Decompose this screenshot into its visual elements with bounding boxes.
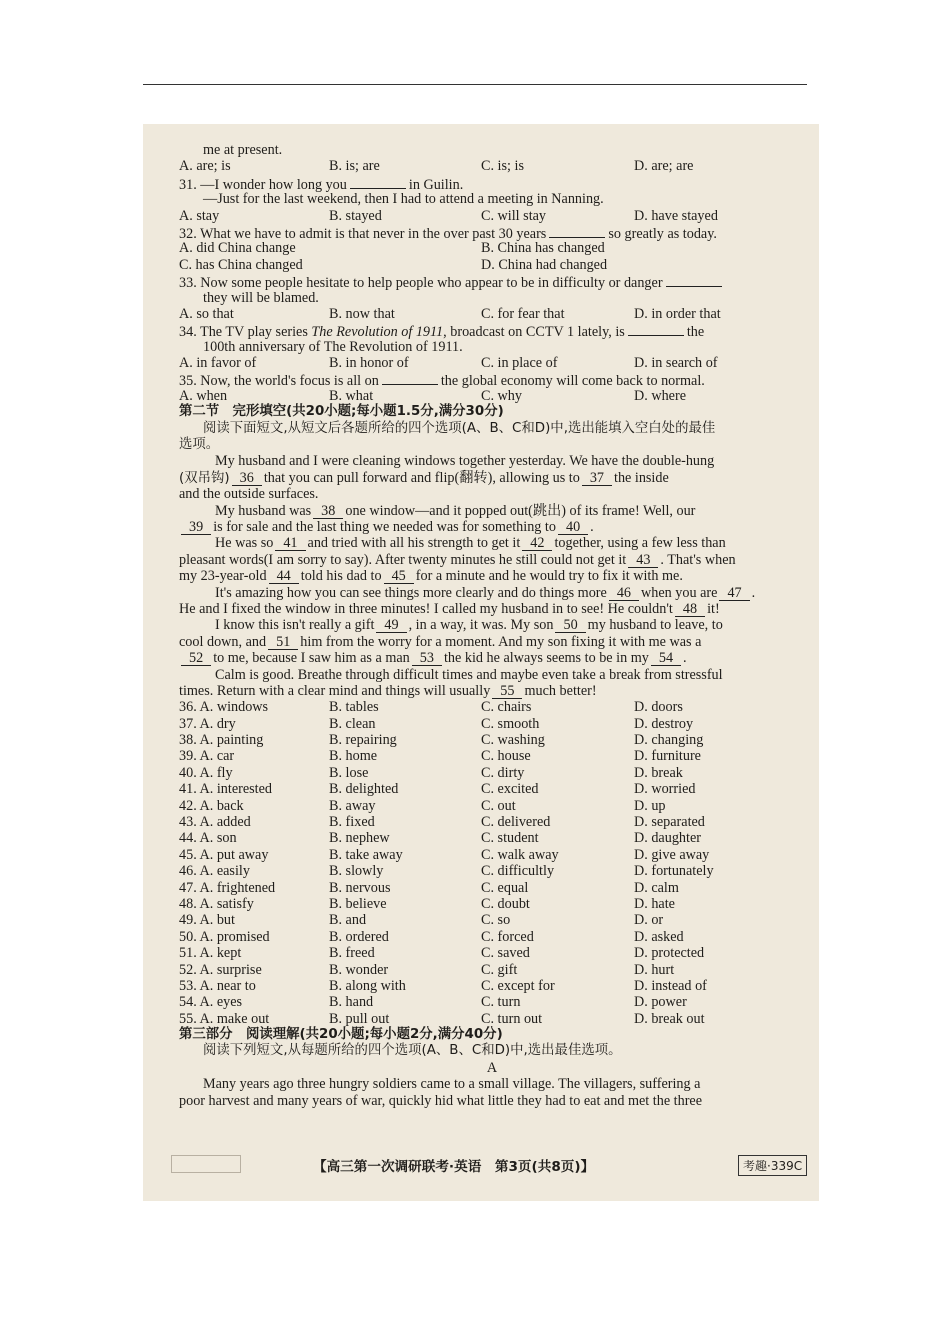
blank-49: 49 xyxy=(376,618,406,633)
option: D. worried xyxy=(634,781,696,798)
passage-label: A xyxy=(486,1059,498,1076)
blank-46: 46 xyxy=(609,586,639,601)
option: C. why xyxy=(481,387,522,404)
option: 38. A. painting xyxy=(179,732,264,749)
option: A. did China change xyxy=(179,240,296,257)
cloze-p6-line1: Calm is good. Breathe through difficult times and maybe even take a break from stressful xyxy=(215,666,723,683)
option: B. take away xyxy=(329,846,403,863)
option: D. or xyxy=(634,912,664,929)
option: B. along with xyxy=(329,977,406,994)
option: 48. A. satisfy xyxy=(179,895,254,912)
option: B. is; are xyxy=(329,158,380,175)
option: 52. A. surprise xyxy=(179,961,262,978)
option: C. chairs xyxy=(481,699,532,716)
q33-stem-cont: they will be blamed. xyxy=(203,289,319,306)
passage-text: that you can pull forward and flip(翻转), allowing us to xyxy=(263,469,580,486)
option: D. in order that xyxy=(634,305,721,322)
option: C. excited xyxy=(481,781,539,798)
option: D. separated xyxy=(634,814,705,831)
option: B. and xyxy=(329,912,367,929)
passage-text: My husband was xyxy=(215,502,312,519)
option: C. saved xyxy=(481,945,530,962)
question-number: 32. xyxy=(179,225,197,242)
option: D. hate xyxy=(634,895,675,912)
question-number: 33. xyxy=(179,275,197,292)
answer-blank xyxy=(350,175,406,189)
question-number: 35. xyxy=(179,373,197,390)
blank-37: 37 xyxy=(582,471,612,486)
cloze-option-row xyxy=(179,699,805,715)
blank-38: 38 xyxy=(313,504,343,519)
option: D. fortunately xyxy=(634,863,714,880)
option: B. home xyxy=(329,748,378,765)
cloze-instruction-cont: 选项。 xyxy=(179,437,220,453)
cloze-p1-line2 xyxy=(179,470,805,486)
cloze-option-row xyxy=(179,912,805,928)
q31-response: —Just for the last weekend, then I had to attend a meeting in Nanning. xyxy=(203,191,604,208)
option: C. is; is xyxy=(481,158,524,175)
cloze-option-row xyxy=(179,929,805,945)
passage-text: it! xyxy=(707,600,720,617)
footer-title: 【高三第一次调研联考·英语 第3页(共8页)】 xyxy=(313,1159,595,1175)
cloze-option-row xyxy=(179,863,805,879)
option: D. up xyxy=(634,797,666,814)
blank-44: 44 xyxy=(269,569,299,584)
passage-text: my husband to leave, to xyxy=(587,617,723,634)
option: B. wonder xyxy=(329,961,389,978)
option: 53. A. near to xyxy=(179,977,256,994)
option: B. lose xyxy=(329,764,369,781)
passage-text: is for sale and the last thing we needed was for something to xyxy=(213,518,556,535)
option: D. China had changed xyxy=(481,256,608,273)
option: 55. A. make out xyxy=(179,1010,270,1027)
option: C. forced xyxy=(481,928,534,945)
option: C. gift xyxy=(481,961,518,978)
option: B. China has changed xyxy=(481,240,605,257)
option: B. tables xyxy=(329,699,379,716)
passage-text: to me, because I saw him as a man xyxy=(213,650,410,667)
cloze-option-row xyxy=(179,798,805,814)
option: C. turn xyxy=(481,994,521,1011)
option: 45. A. put away xyxy=(179,846,269,863)
passage-text: I know this isn't really a gift xyxy=(215,617,375,634)
blank-39: 39 xyxy=(181,520,211,535)
option: A. in favor of xyxy=(179,355,257,372)
top-rule xyxy=(143,84,807,85)
q32-options-row2 xyxy=(179,257,805,273)
cloze-instruction: 阅读下面短文,从短文后各题所给的四个选项(A、B、C和D)中,选出能填入空白处的最佳 xyxy=(203,420,716,436)
blank-43: 43 xyxy=(628,553,658,568)
q31-stem xyxy=(179,175,805,191)
option: A. so that xyxy=(179,305,234,322)
cloze-option-row xyxy=(179,896,805,912)
cloze-heading: 第二节 完形填空(共20小题;每小题1.5分,满分30分) xyxy=(179,404,504,420)
option: C. so xyxy=(481,912,511,929)
option: 51. A. kept xyxy=(179,945,242,962)
option: A. stay xyxy=(179,207,220,224)
option: C. house xyxy=(481,748,531,765)
passage-text: . xyxy=(590,518,594,535)
cloze-option-row xyxy=(179,765,805,781)
option: C. walk away xyxy=(481,846,559,863)
option: D. protected xyxy=(634,945,705,962)
passage-text: . xyxy=(751,584,756,601)
question-text: The TV play series xyxy=(200,324,308,341)
cloze-p5-line2 xyxy=(179,634,805,650)
option: D. power xyxy=(634,994,687,1011)
passage-text: for a minute and he would try to fix it with me. xyxy=(415,568,683,585)
option: D. instead of xyxy=(634,977,707,994)
blank-55: 55 xyxy=(492,684,522,699)
passage-text: cool down, and xyxy=(179,633,267,650)
option: C. for fear that xyxy=(481,305,565,322)
question-text: —I wonder how long you xyxy=(200,176,347,193)
cloze-p3-line2 xyxy=(179,552,805,568)
passage-text: pleasant words(I am sorry to say). After twenty minutes he still could not get it xyxy=(179,551,627,568)
option: D. break xyxy=(634,764,683,781)
option: C. smooth xyxy=(481,715,540,732)
cloze-option-row xyxy=(179,830,805,846)
passage-line: poor harvest and many years of war, quickly hid what little they had to eat and met the three xyxy=(179,1092,703,1109)
option: C. has China changed xyxy=(179,256,303,273)
cloze-p5-line1 xyxy=(179,617,805,633)
passage-text: much better! xyxy=(524,682,597,699)
option: C. turn out xyxy=(481,1010,543,1027)
q30-tail: me at present. xyxy=(203,142,283,158)
option: B. now that xyxy=(329,305,395,322)
q32-options-row1 xyxy=(179,240,805,256)
q35-options xyxy=(179,388,805,404)
option: D. furniture xyxy=(634,748,701,765)
option: B. ordered xyxy=(329,928,389,945)
question-text: the global economy will come back to normal. xyxy=(440,373,705,390)
option: B. nervous xyxy=(329,879,391,896)
option: B. freed xyxy=(329,945,375,962)
passage-text: together, using a few less than xyxy=(554,535,726,552)
option: B. nephew xyxy=(329,830,390,847)
page-footer xyxy=(143,1151,819,1177)
question-number: 31. xyxy=(179,176,197,193)
option: D. daughter xyxy=(634,830,701,847)
question-number: 34. xyxy=(179,324,197,341)
passage-text: times. Return with a clear mind and things will usually xyxy=(179,682,491,699)
option: B. away xyxy=(329,797,376,814)
passage-text: . xyxy=(683,650,687,667)
blank-36: 36 xyxy=(232,471,262,486)
cloze-option-row xyxy=(179,732,805,748)
option: A. when xyxy=(179,387,228,404)
option: C. difficultly xyxy=(481,863,555,880)
cloze-options xyxy=(179,699,805,1027)
q34-stem-cont: 100th anniversary of The Revolution of 1911. xyxy=(203,338,463,355)
question-text: What we have to admit is that never in the over past 30 years xyxy=(200,225,547,242)
passage-text: my 23-year-old xyxy=(179,568,267,585)
cloze-option-row xyxy=(179,880,805,896)
reading-heading: 第三部分 阅读理解(共20小题;每小题2分,满分40分) xyxy=(179,1027,503,1043)
option: D. asked xyxy=(634,928,684,945)
passage-text: and tried with all his strength to get it xyxy=(307,535,521,552)
option: B. believe xyxy=(329,895,387,912)
passage-text: He was so xyxy=(215,535,274,552)
passage-text: told his dad to xyxy=(300,568,382,585)
chinese-gloss: (双吊钩) xyxy=(179,470,230,486)
passage-text: He and I fixed the window in three minutes! I called my husband in to see! He couldn't xyxy=(179,600,673,617)
scanned-exam-page xyxy=(143,124,819,1201)
option: 40. A. fly xyxy=(179,764,233,781)
cloze-p2-line1 xyxy=(179,503,805,519)
option: D. hurt xyxy=(634,961,675,978)
option: C. washing xyxy=(481,732,545,749)
question-text: Now, the world's focus is all on xyxy=(200,373,379,390)
option: B. clean xyxy=(329,715,376,732)
option: 47. A. frightened xyxy=(179,879,276,896)
exam-code: 考趣·339C xyxy=(738,1155,807,1176)
option: D. have stayed xyxy=(634,207,718,224)
option: 36. A. windows xyxy=(179,699,269,716)
option: C. in place of xyxy=(481,355,558,372)
option: C. will stay xyxy=(481,207,547,224)
option: B. repairing xyxy=(329,732,397,749)
blank-51: 51 xyxy=(268,635,298,650)
q30-options xyxy=(179,158,805,174)
answer-blank xyxy=(382,371,438,385)
passage-text: the kid he always seems to be in my xyxy=(443,650,649,667)
cloze-p2-line2 xyxy=(179,519,805,535)
option: D. give away xyxy=(634,846,710,863)
cloze-p1-line1: My husband and I were cleaning windows together yesterday. We have the double-hung xyxy=(215,453,715,470)
blank-50: 50 xyxy=(555,618,585,633)
blank-54: 54 xyxy=(651,651,681,666)
q33-options xyxy=(179,306,805,322)
answer-blank xyxy=(666,273,722,287)
option: C. doubt xyxy=(481,895,530,912)
passage-text: one window—and it popped out(跳出) of its frame! Well, our xyxy=(345,502,696,519)
cloze-p1-line3: and the outside surfaces. xyxy=(179,486,319,503)
cloze-option-row xyxy=(179,748,805,764)
option: C. delivered xyxy=(481,814,551,831)
option: D. changing xyxy=(634,732,704,749)
option: B. what xyxy=(329,387,374,404)
cloze-p4-line1 xyxy=(179,585,805,601)
option: D. destroy xyxy=(634,715,694,732)
cloze-option-row xyxy=(179,1011,805,1027)
q31-options xyxy=(179,208,805,224)
blank-53: 53 xyxy=(412,651,442,666)
passage-text: . That's when xyxy=(660,551,736,568)
tv-series-title: The Revolution of 1911 xyxy=(311,324,444,341)
option: 50. A. promised xyxy=(179,928,270,945)
option: 54. A. eyes xyxy=(179,994,243,1011)
question-text: Now some people hesitate to help people who appear to be in difficulty or danger xyxy=(200,275,663,292)
option: 46. A. easily xyxy=(179,863,250,880)
blank-40: 40 xyxy=(558,520,588,535)
option: D. break out xyxy=(634,1010,705,1027)
blank-52: 52 xyxy=(181,651,211,666)
option: A. are; is xyxy=(179,158,231,175)
cloze-option-row xyxy=(179,781,805,797)
cloze-option-row xyxy=(179,847,805,863)
faded-stamp xyxy=(171,1155,241,1173)
question-text: in Guilin. xyxy=(408,176,464,193)
option: C. student xyxy=(481,830,539,847)
answer-blank xyxy=(549,224,605,238)
q35-stem xyxy=(179,371,805,390)
option: C. dirty xyxy=(481,764,525,781)
option: C. except for xyxy=(481,977,555,994)
option: 43. A. added xyxy=(179,814,251,831)
passage-text: him from the worry for a moment. And my son fixing it with me was a xyxy=(300,633,702,650)
passage-text: the inside xyxy=(614,469,669,486)
cloze-option-row xyxy=(179,978,805,994)
cloze-option-row xyxy=(179,945,805,961)
option: D. doors xyxy=(634,699,683,716)
passage-line: Many years ago three hungry soldiers came to a small village. The villagers, suffering a xyxy=(203,1076,701,1093)
option: D. where xyxy=(634,387,686,404)
cloze-p3-line1 xyxy=(179,535,805,551)
blank-41: 41 xyxy=(275,536,305,551)
option: 42. A. back xyxy=(179,797,244,814)
blank-42: 42 xyxy=(522,536,552,551)
cloze-p6-line2 xyxy=(179,683,805,699)
q34-stem xyxy=(179,322,805,341)
blank-45: 45 xyxy=(384,569,414,584)
cloze-option-row xyxy=(179,716,805,732)
option: 37. A. dry xyxy=(179,715,236,732)
question-text: so greatly as today. xyxy=(608,225,717,242)
option: B. slowly xyxy=(329,863,384,880)
option: D. in search of xyxy=(634,355,718,372)
passage-text: when you are xyxy=(641,584,718,601)
question-text: , broadcast on CCTV 1 lately, is xyxy=(443,324,625,341)
q34-options xyxy=(179,355,805,371)
reading-instruction: 阅读下列短文,从每题所给的四个选项(A、B、C和D)中,选出最佳选项。 xyxy=(203,1043,622,1059)
answer-blank xyxy=(628,322,684,336)
option: D. calm xyxy=(634,879,679,896)
cloze-p4-line2 xyxy=(179,601,805,617)
cloze-option-row xyxy=(179,962,805,978)
option: B. stayed xyxy=(329,207,382,224)
blank-48: 48 xyxy=(675,602,705,617)
cloze-p3-line3 xyxy=(179,568,805,584)
option: D. are; are xyxy=(634,158,694,175)
option: B. hand xyxy=(329,994,374,1011)
question-text: the xyxy=(686,324,705,341)
q33-stem xyxy=(179,273,805,292)
blank-47: 47 xyxy=(719,586,749,601)
option: 41. A. interested xyxy=(179,781,272,798)
option: B. delighted xyxy=(329,781,399,798)
option: C. equal xyxy=(481,879,529,896)
cloze-option-row xyxy=(179,994,805,1010)
passage-text: It's amazing how you can see things more clearly and do things more xyxy=(215,584,607,601)
option: 39. A. car xyxy=(179,748,235,765)
option: B. fixed xyxy=(329,814,375,831)
option: C. out xyxy=(481,797,516,814)
cloze-p5-line3 xyxy=(179,650,805,666)
option: 49. A. but xyxy=(179,912,235,929)
option: B. pull out xyxy=(329,1010,390,1027)
option: B. in honor of xyxy=(329,355,409,372)
passage-text: , in a way, it was. My son xyxy=(408,617,554,634)
q32-stem xyxy=(179,224,805,240)
option: 44. A. son xyxy=(179,830,237,847)
exam-content xyxy=(179,142,805,1109)
cloze-option-row xyxy=(179,814,805,830)
